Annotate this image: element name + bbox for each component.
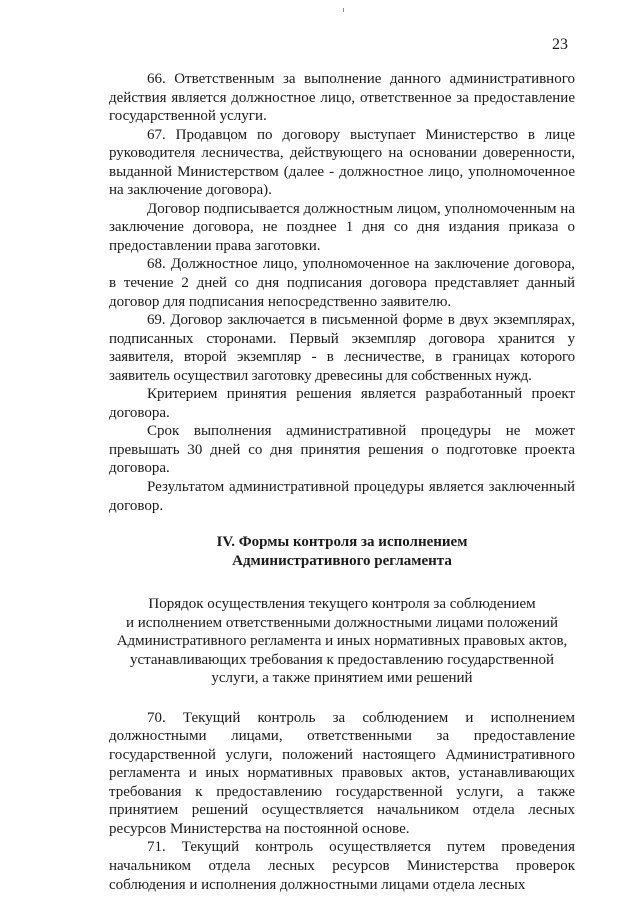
section-title [109,533,575,570]
scan-speck [343,8,344,12]
section-title-line-2: Административного регламента [232,552,452,569]
paragraph-procedure-term: Срок выполнения административной процедуры не может превышать 30 дней со дня принятия решения о подготовке проекта договора. [109,423,575,477]
section-title-line-1: IV. Формы контроля за исполнением [216,534,468,551]
paragraph-68: 68. Должностное лицо, уполномоченное на заключение договора, в течение 2 дней со дня подписания договора представляет данный договор для подписания непосредственно заявителю. [109,256,575,310]
subsection-heading-line-4: устанавливающих требования к предоставлению государственной [129,651,554,668]
subsection-heading-line-2: и исполнением ответственными должностными лицами положений [125,614,559,631]
paragraph-66: 66. Ответственным за выполнение данного административного действия является должностное лицо, ответственное за предоставление государственной услуги. [109,71,575,125]
subsection-heading-line-1: Порядок осуществления текущего контроля за соблюдением [148,596,536,613]
subsection-heading-line-5: услуги, а также принятием ими решений [211,670,473,687]
paragraph-decision-criterion: Критерием принятия решения является разработанный проект договора. [109,386,575,421]
document-body [109,70,575,894]
paragraph-71: 71. Текущий контроль осуществляется путем проведения начальником отдела лесных ресурсов Министерства проверок соблюдения и исполнения должностными лицами отдела лесных [109,839,575,893]
paragraph-67: 67. Продавцом по договору выступает Министерство в лице руководителя лесничества, действующего на основании доверенности, выданной Министерством (далее - должностное лицо, уполномоченное на заключение договора). [109,126,575,199]
paragraph-69: 69. Договор заключается в письменной форме в двух экземплярах, подписанных сторонами. Первый экземпляр договора хранится у заявителя, второй экземпляр - в лесничестве, в границах которого заявитель осуществил заготовку древесины для собственных нужд. [109,312,575,384]
subsection-heading-line-3: Административного регламента и иных нормативных правовых актов, [116,633,568,650]
paragraph-70: 70. Текущий контроль за соблюдением и исполнением должностными лицами, ответственными за предоставление государственной услуги, положений настоящего Административного регламента и иных нормативных правовых актов, устанавливающих требования к предоставлению государственной услуги, а также принятием решений осуществляется начальником отдела лесных ресурсов Министерства на постоянной основе. [109,709,575,837]
paragraph-contract-signing: Договор подписывается должностным лицом, уполномоченным на заключение договора, не позднее 1 дня со дня издания приказа о предоставлении права заготовки. [109,200,575,254]
paragraph-procedure-result: Результатом административной процедуры является заключенный договор. [109,479,575,514]
subsection-heading [109,595,575,688]
page-number: 23 [552,36,568,53]
